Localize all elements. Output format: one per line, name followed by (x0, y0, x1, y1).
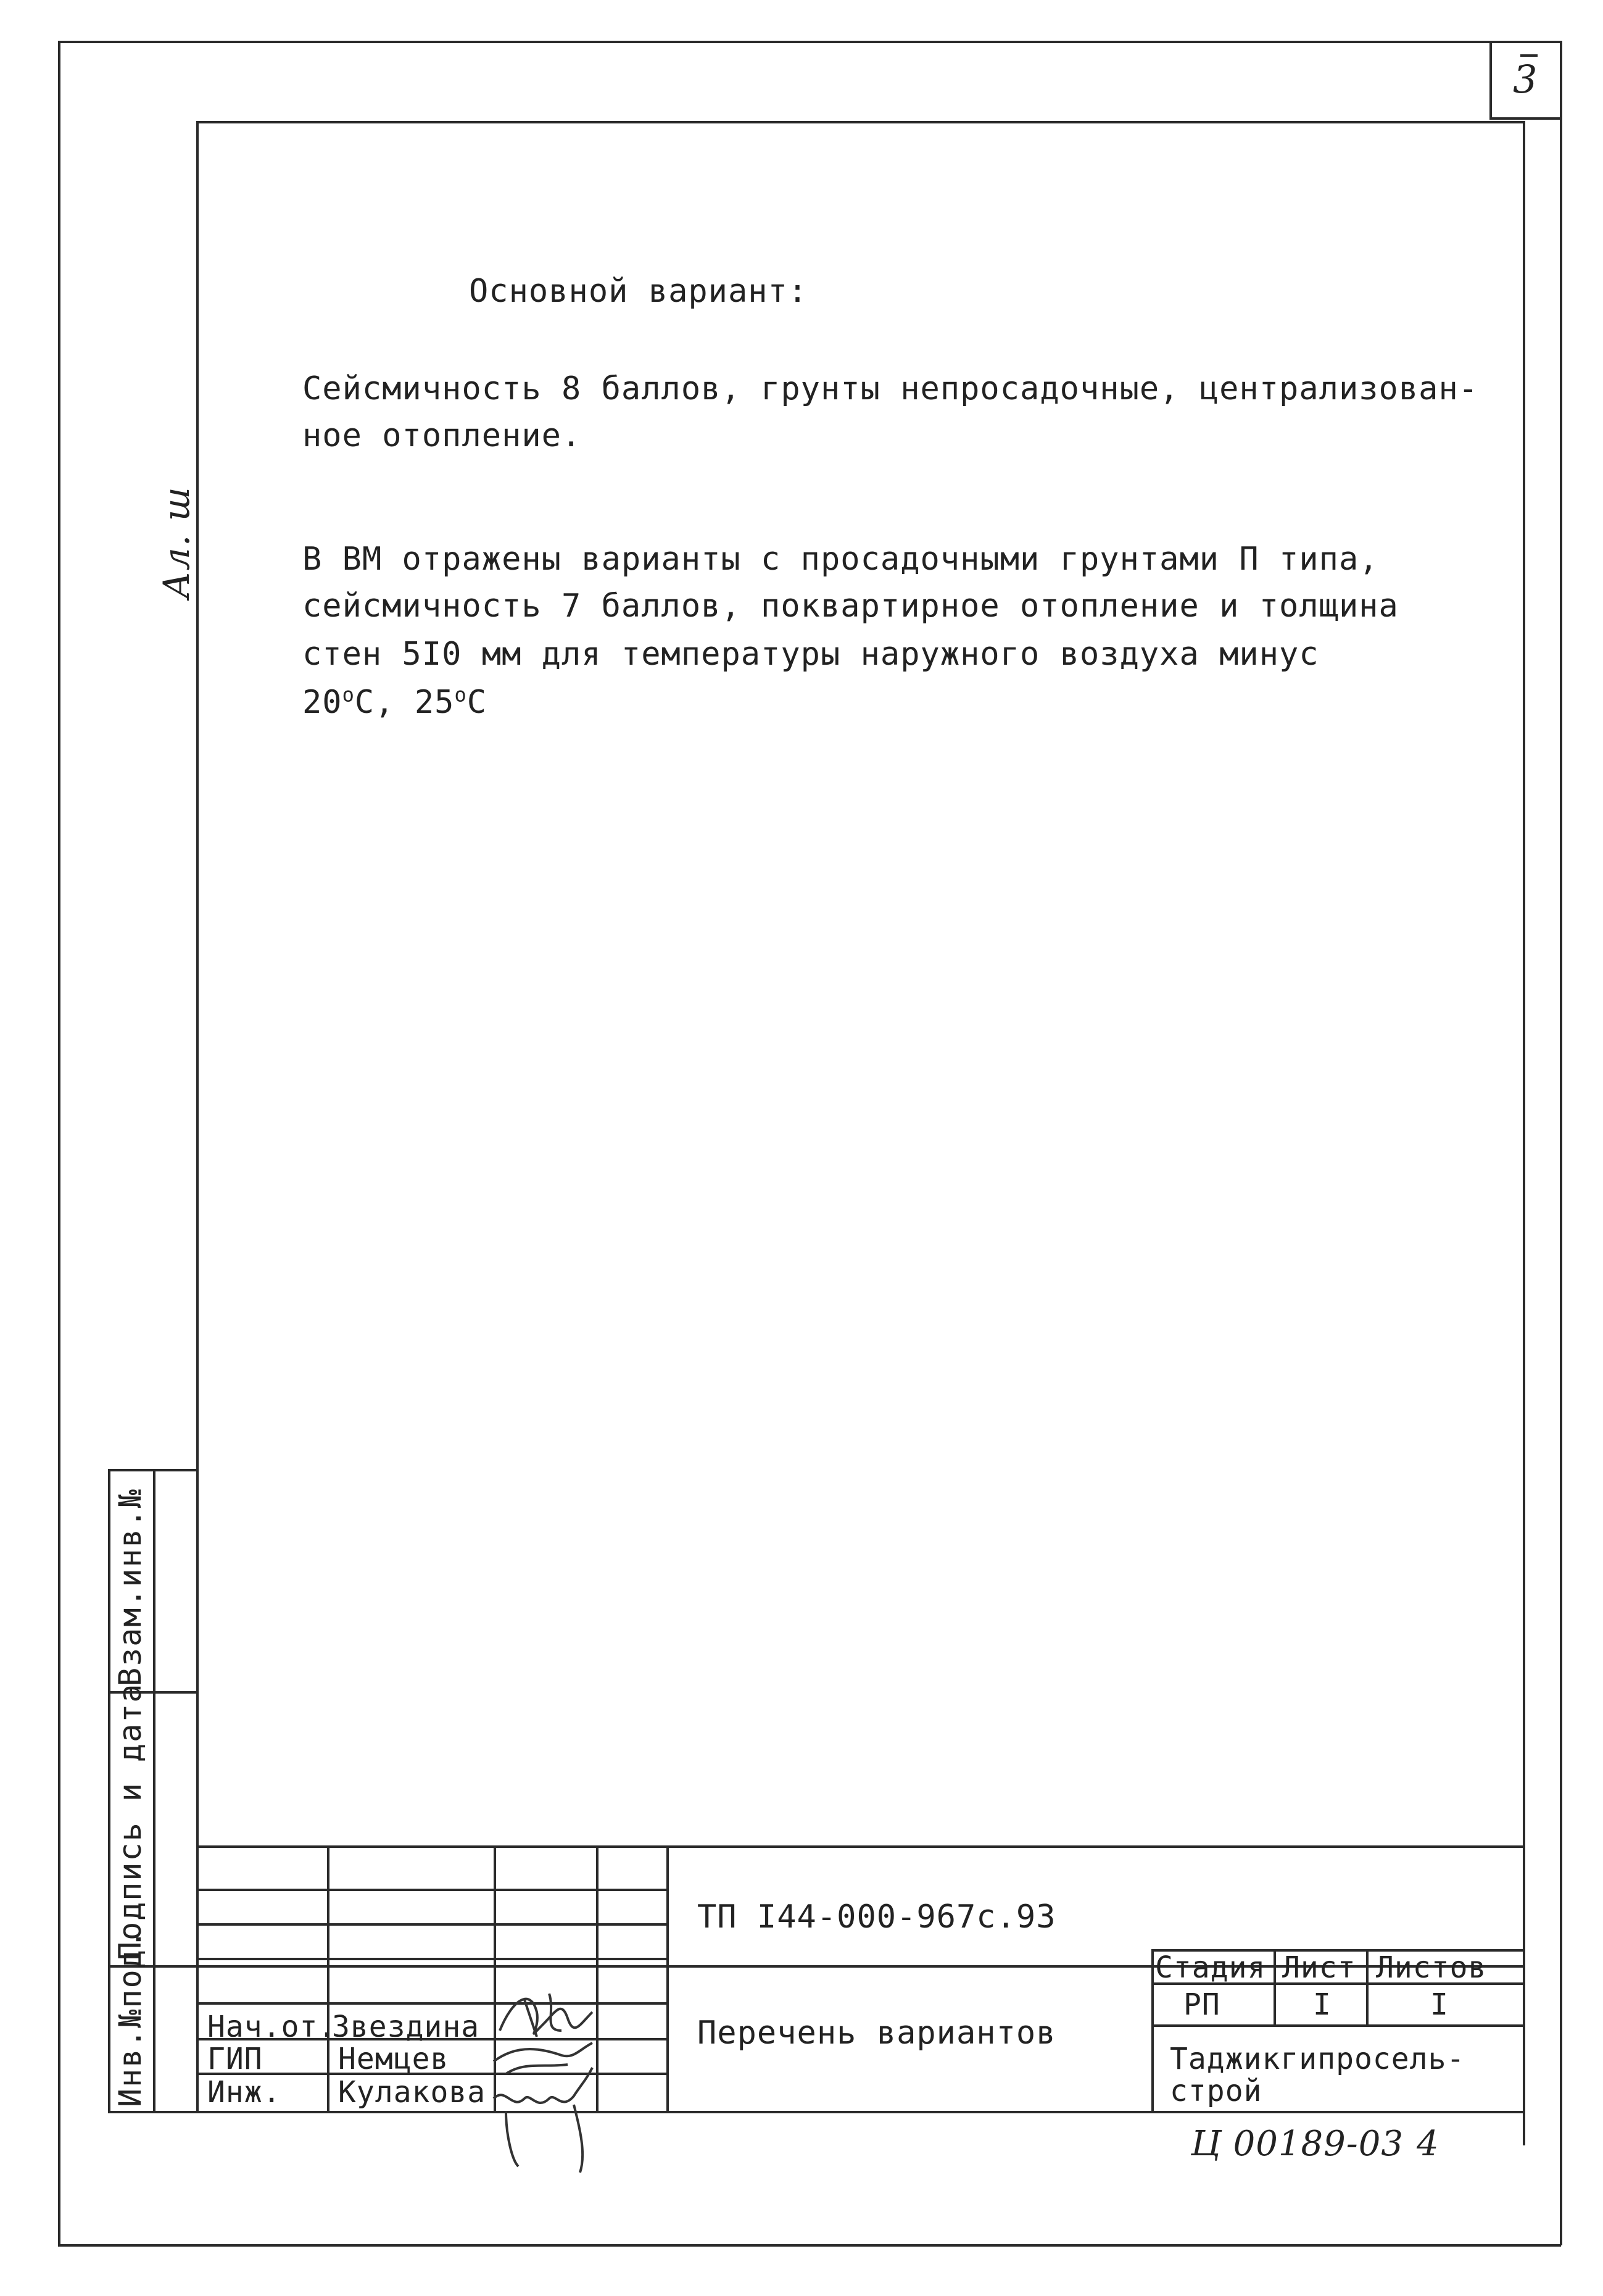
paragraph1-line2: ное отопление. (302, 417, 582, 454)
stage-table-col1 (1274, 1949, 1276, 2026)
name-1: Звездина (332, 2010, 480, 2044)
degree-mark-1: o (342, 683, 355, 707)
role-3: Инж. (207, 2075, 281, 2110)
replace-inv-label: Взам.инв.№ (112, 1487, 148, 1686)
outer-frame-bottom (58, 2244, 1561, 2247)
archive-number: Ц 00189-03 (1191, 2124, 1404, 2164)
signature-grid-col1 (327, 1845, 329, 2112)
page-number-overline (1520, 54, 1538, 57)
paragraph2-line2: сейсмичность 7 баллов, поквартирное отопление и толщина (302, 588, 1399, 625)
document-code: ТП I44-000-967с.93 (697, 1899, 1056, 1936)
page-number-box-bottom (1489, 117, 1561, 120)
side-stamp-left (108, 1469, 110, 2113)
outer-frame-top (58, 41, 1561, 43)
name-3: Кулакова (338, 2075, 486, 2110)
name-2: Немцев (338, 2042, 449, 2076)
signature-grid-col4 (666, 1845, 669, 2112)
side-stamp-divider (153, 1469, 155, 2113)
signatures-image (487, 1975, 605, 2179)
temp2-value: 25 (414, 684, 455, 721)
sheet-value: I (1313, 1987, 1332, 2022)
inner-frame-right (1523, 121, 1525, 2145)
archive-sheet: 4 (1417, 2124, 1439, 2164)
sheet-header: Лист (1282, 1950, 1356, 1985)
stage-value: РП (1183, 1987, 1220, 2022)
page-number-box-left (1489, 41, 1492, 120)
stage-table-col2 (1366, 1949, 1369, 2026)
inner-frame-top (196, 121, 1524, 123)
title-block-top (196, 1845, 1524, 1848)
temp1-value: 20 (302, 684, 342, 721)
temp2-unit: С (466, 684, 487, 721)
document-title: Перечень вариантов (697, 2015, 1056, 2052)
page-number: 3 (1513, 57, 1538, 102)
paragraph2-line3: стен 5I0 мм для температуры наружного воздуха минус (302, 636, 1319, 673)
temperature-line (302, 683, 487, 721)
inner-frame-bottom (108, 2111, 1524, 2113)
role-1: Нач.от. (207, 2010, 337, 2044)
role-2: ГИП (207, 2042, 263, 2076)
stage-table-left (1151, 1949, 1154, 2112)
inner-frame-left (196, 121, 199, 2112)
temp1-unit: С, (354, 684, 395, 721)
inv-orig-label: Инв.№под. (112, 1929, 148, 2107)
organization-line2: строй (1170, 2074, 1262, 2108)
paragraph2-line1: В ВМ отражены варианты с просадочными грунтами П типа, (302, 541, 1379, 578)
degree-mark-2: o (454, 683, 467, 707)
sheets-value: I (1430, 1987, 1449, 2022)
stage-table-values-bottom (1151, 2024, 1524, 2027)
signature-date-label: Подпись и дата (112, 1682, 148, 1960)
organization-line1: Таджикгипросель- (1170, 2042, 1465, 2076)
outer-frame-left (58, 41, 60, 2245)
paragraph1-line1: Сейсмичность 8 баллов, грунты непросадочные, централизован- (302, 370, 1479, 407)
margin-note: Ал. ш (155, 486, 197, 599)
stage-header: Стадия (1155, 1950, 1266, 1985)
outer-frame-right (1560, 41, 1562, 2245)
heading: Основной вариант: (469, 273, 808, 310)
sheets-header: Листов (1376, 1950, 1487, 1985)
